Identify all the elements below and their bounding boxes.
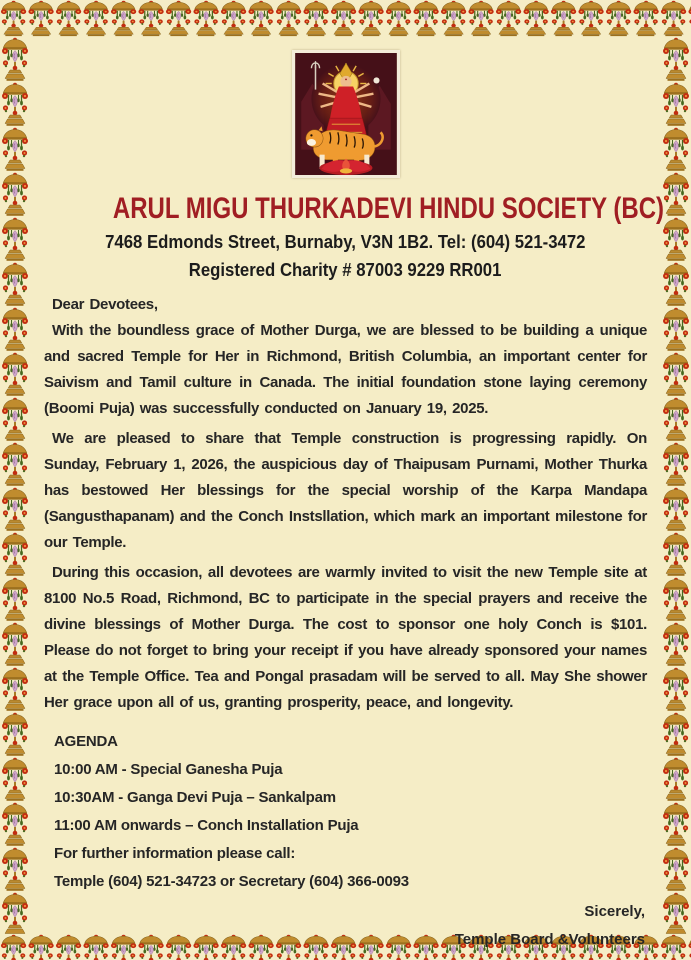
contact-intro: For further information please call: <box>54 845 296 862</box>
agenda-heading: AGENDA <box>54 733 118 750</box>
society-name-title <box>44 192 665 225</box>
society-name-text: ARUL MIGU THURKADEVI HINDU SOCIETY (BC) <box>112 192 665 225</box>
letter-body <box>44 292 647 716</box>
durga-image-frame <box>292 50 400 178</box>
conch-icon <box>373 77 379 83</box>
ornamental-border-left <box>0 37 30 934</box>
agenda-item-2: 10:30AM - Ganga Devi Puja – Sankalpam <box>54 789 336 806</box>
agenda-item-1: 10:00 AM - Special Ganesha Puja <box>54 761 283 778</box>
signature-block <box>44 898 647 954</box>
durga-on-tiger-image <box>295 53 397 175</box>
signature-closing: Sicerely, <box>584 903 645 920</box>
flyer-content <box>30 37 665 960</box>
charity-line <box>44 258 647 283</box>
salutation: Dear Devotees, <box>52 296 158 313</box>
letter-paragraph-1: With the boundless grace of Mother Durga, we are blessed to be building a unique and sacred Temple for Her in Richmond, British Columbia, an important center for Saivism and Tamil culture in Canada. The initial foundation stone laying ceremony (Boomi Puja) was successfully conducted on January 19, 2025. <box>44 322 647 417</box>
contact-numbers: Temple (604) 521-34723 or Secretary (604) 366-0093 <box>54 873 409 890</box>
ornamental-border-right <box>661 37 691 934</box>
agenda-section <box>44 728 647 896</box>
address-line <box>44 230 647 255</box>
charity-text: Registered Charity # 87003 9229 RR001 <box>189 260 502 280</box>
address-text: 7468 Edmonds Street, Burnaby, V3N 1B2. Tel: (604) 521-3472 <box>105 232 586 252</box>
letter-paragraph-3: During this occasion, all devotees are warmly invited to visit the new Temple site at 8100 No.5 Road, Richmond, BC to participate in the special prayers and receive the divine blessings of Mother Durga. The cost to sponsor one holy Conch is $101. Please do not forget to bring your receipt if you have already sponsored your names at the Temple Office. Tea and Pongal prasadam will be served to all. May She shower Her grace upon all of us, granting prosperity, peace, and longevity. <box>44 564 647 711</box>
signature-name: Temple Board &Volunteers <box>454 931 645 948</box>
agenda-item-3: 11:00 AM onwards – Conch Installation Puja <box>54 817 359 834</box>
ornamental-border-top <box>0 0 691 37</box>
letter-paragraph-2: We are pleased to share that Temple construction is progressing rapidly. On Sunday, February 1, 2026, the auspicious day of Thaipusam Purnami, Mother Thurka has bestowed Her blessings for the special worship of the Karpa Mandapa (Sangusthapanam) and the Conch Instsllation, which mark an important milestone for our Temple. <box>44 430 647 551</box>
